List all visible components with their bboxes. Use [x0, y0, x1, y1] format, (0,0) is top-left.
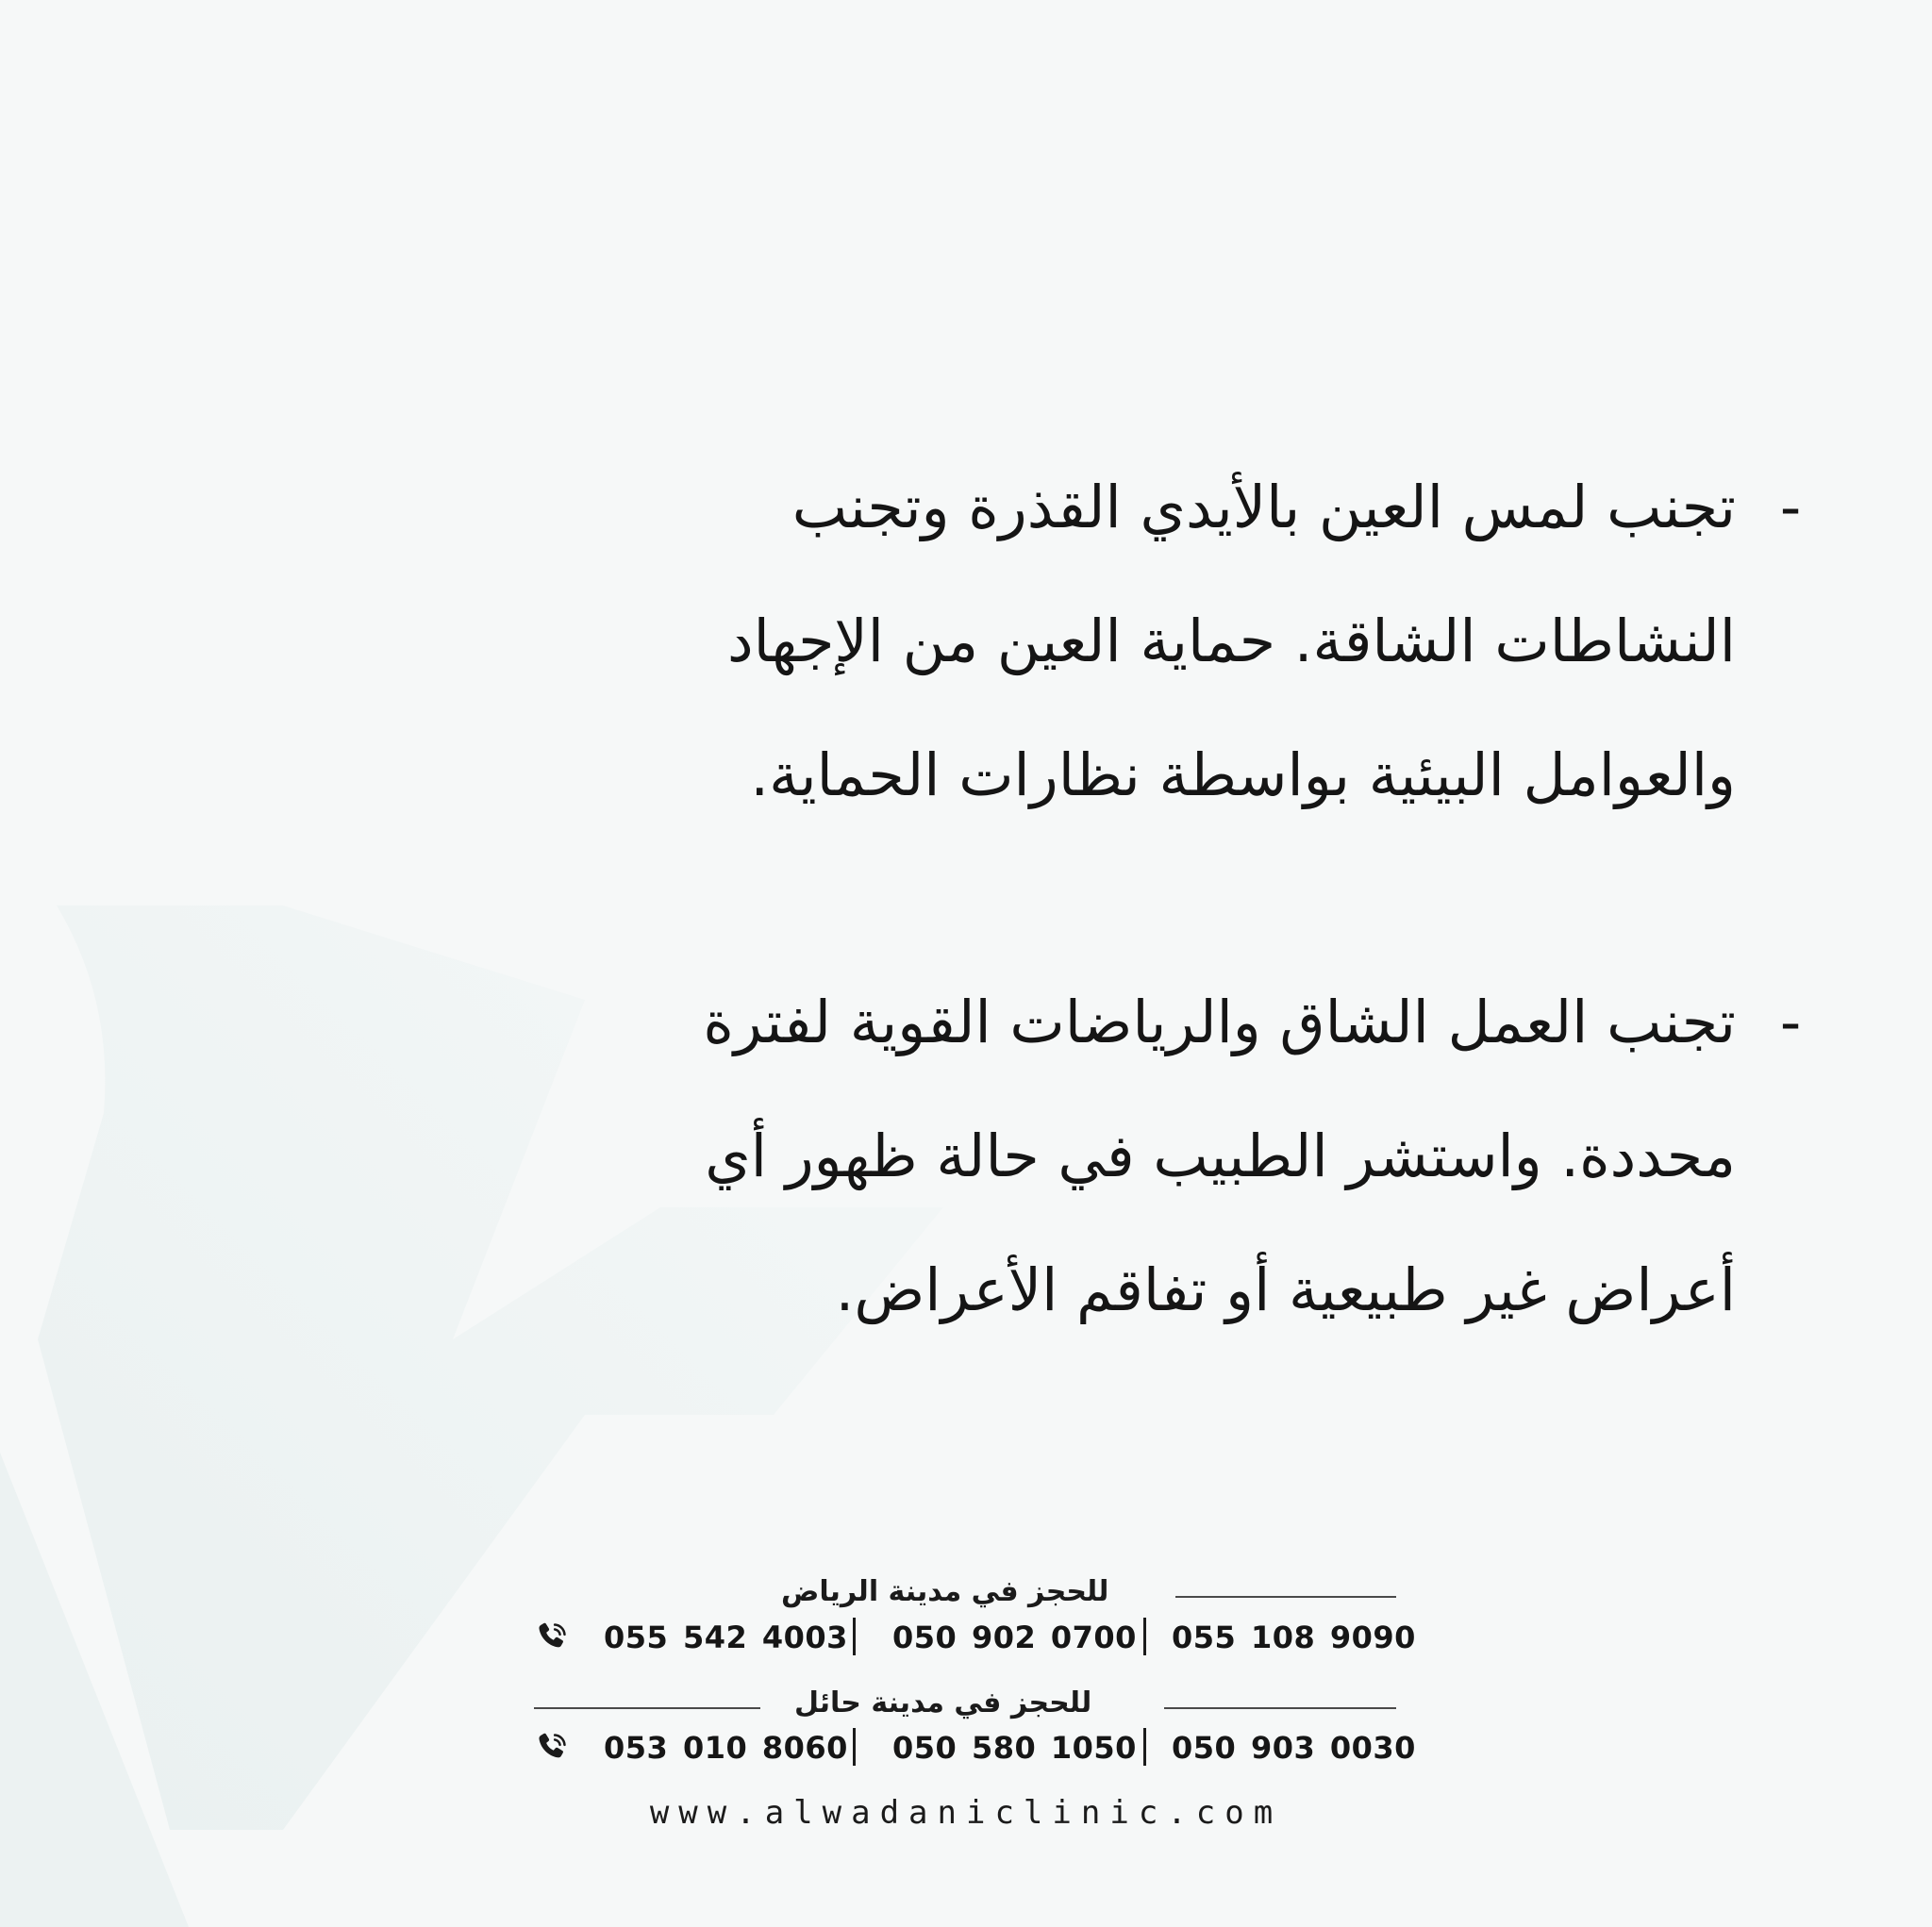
phone-number[interactable]: 050 580 1050	[892, 1730, 1137, 1766]
bullet-dash: -	[1779, 473, 1802, 541]
tip-item	[396, 440, 1802, 842]
separator	[853, 1618, 856, 1655]
hail-phones-row	[534, 1726, 1416, 1769]
separator	[1143, 1728, 1146, 1766]
separator	[1143, 1618, 1146, 1655]
separator	[853, 1728, 856, 1766]
divider-line	[1164, 1707, 1396, 1709]
tip-line: تجنب العمل الشاق والرياضات القوية لفترة	[703, 988, 1736, 1056]
divider-line	[1175, 1596, 1396, 1598]
riyadh-title-row	[534, 1573, 1396, 1611]
bullet-dash: -	[1779, 988, 1802, 1056]
hail-booking-title: للحجز في مدينة حائل	[794, 1686, 1092, 1719]
hail-title-row	[534, 1685, 1396, 1722]
phone-number[interactable]: 055 542 4003	[604, 1620, 848, 1655]
tip-line: محددة. واستشر الطبيب في حالة ظهور أي	[705, 1121, 1736, 1190]
tip-line: النشاطات الشاقة. حماية العين من الإجهاد	[727, 606, 1736, 675]
riyadh-phones-row	[534, 1616, 1416, 1659]
website-link[interactable]: www.alwadaniclinic.com	[649, 1794, 1283, 1832]
phone-number[interactable]: 050 903 0030	[1172, 1730, 1416, 1766]
divider-line	[534, 1707, 760, 1709]
tip-line: أعراض غير طبيعية أو تفاقم الأعراض.	[835, 1255, 1736, 1324]
phone-icon	[534, 1620, 570, 1655]
phone-number[interactable]: 053 010 8060	[604, 1730, 848, 1766]
phone-icon	[534, 1730, 570, 1766]
phone-number[interactable]: 050 902 0700	[892, 1620, 1137, 1655]
tip-line: والعوامل البيئية بواسطة نظارات الحماية.	[750, 740, 1736, 809]
tip-line: تجنب لمس العين بالأيدي القذرة وتجنب	[791, 473, 1736, 541]
phone-number[interactable]: 055 108 9090	[1172, 1620, 1416, 1655]
riyadh-booking-title: للحجز في مدينة الرياض	[781, 1575, 1109, 1608]
tip-item	[396, 955, 1802, 1357]
